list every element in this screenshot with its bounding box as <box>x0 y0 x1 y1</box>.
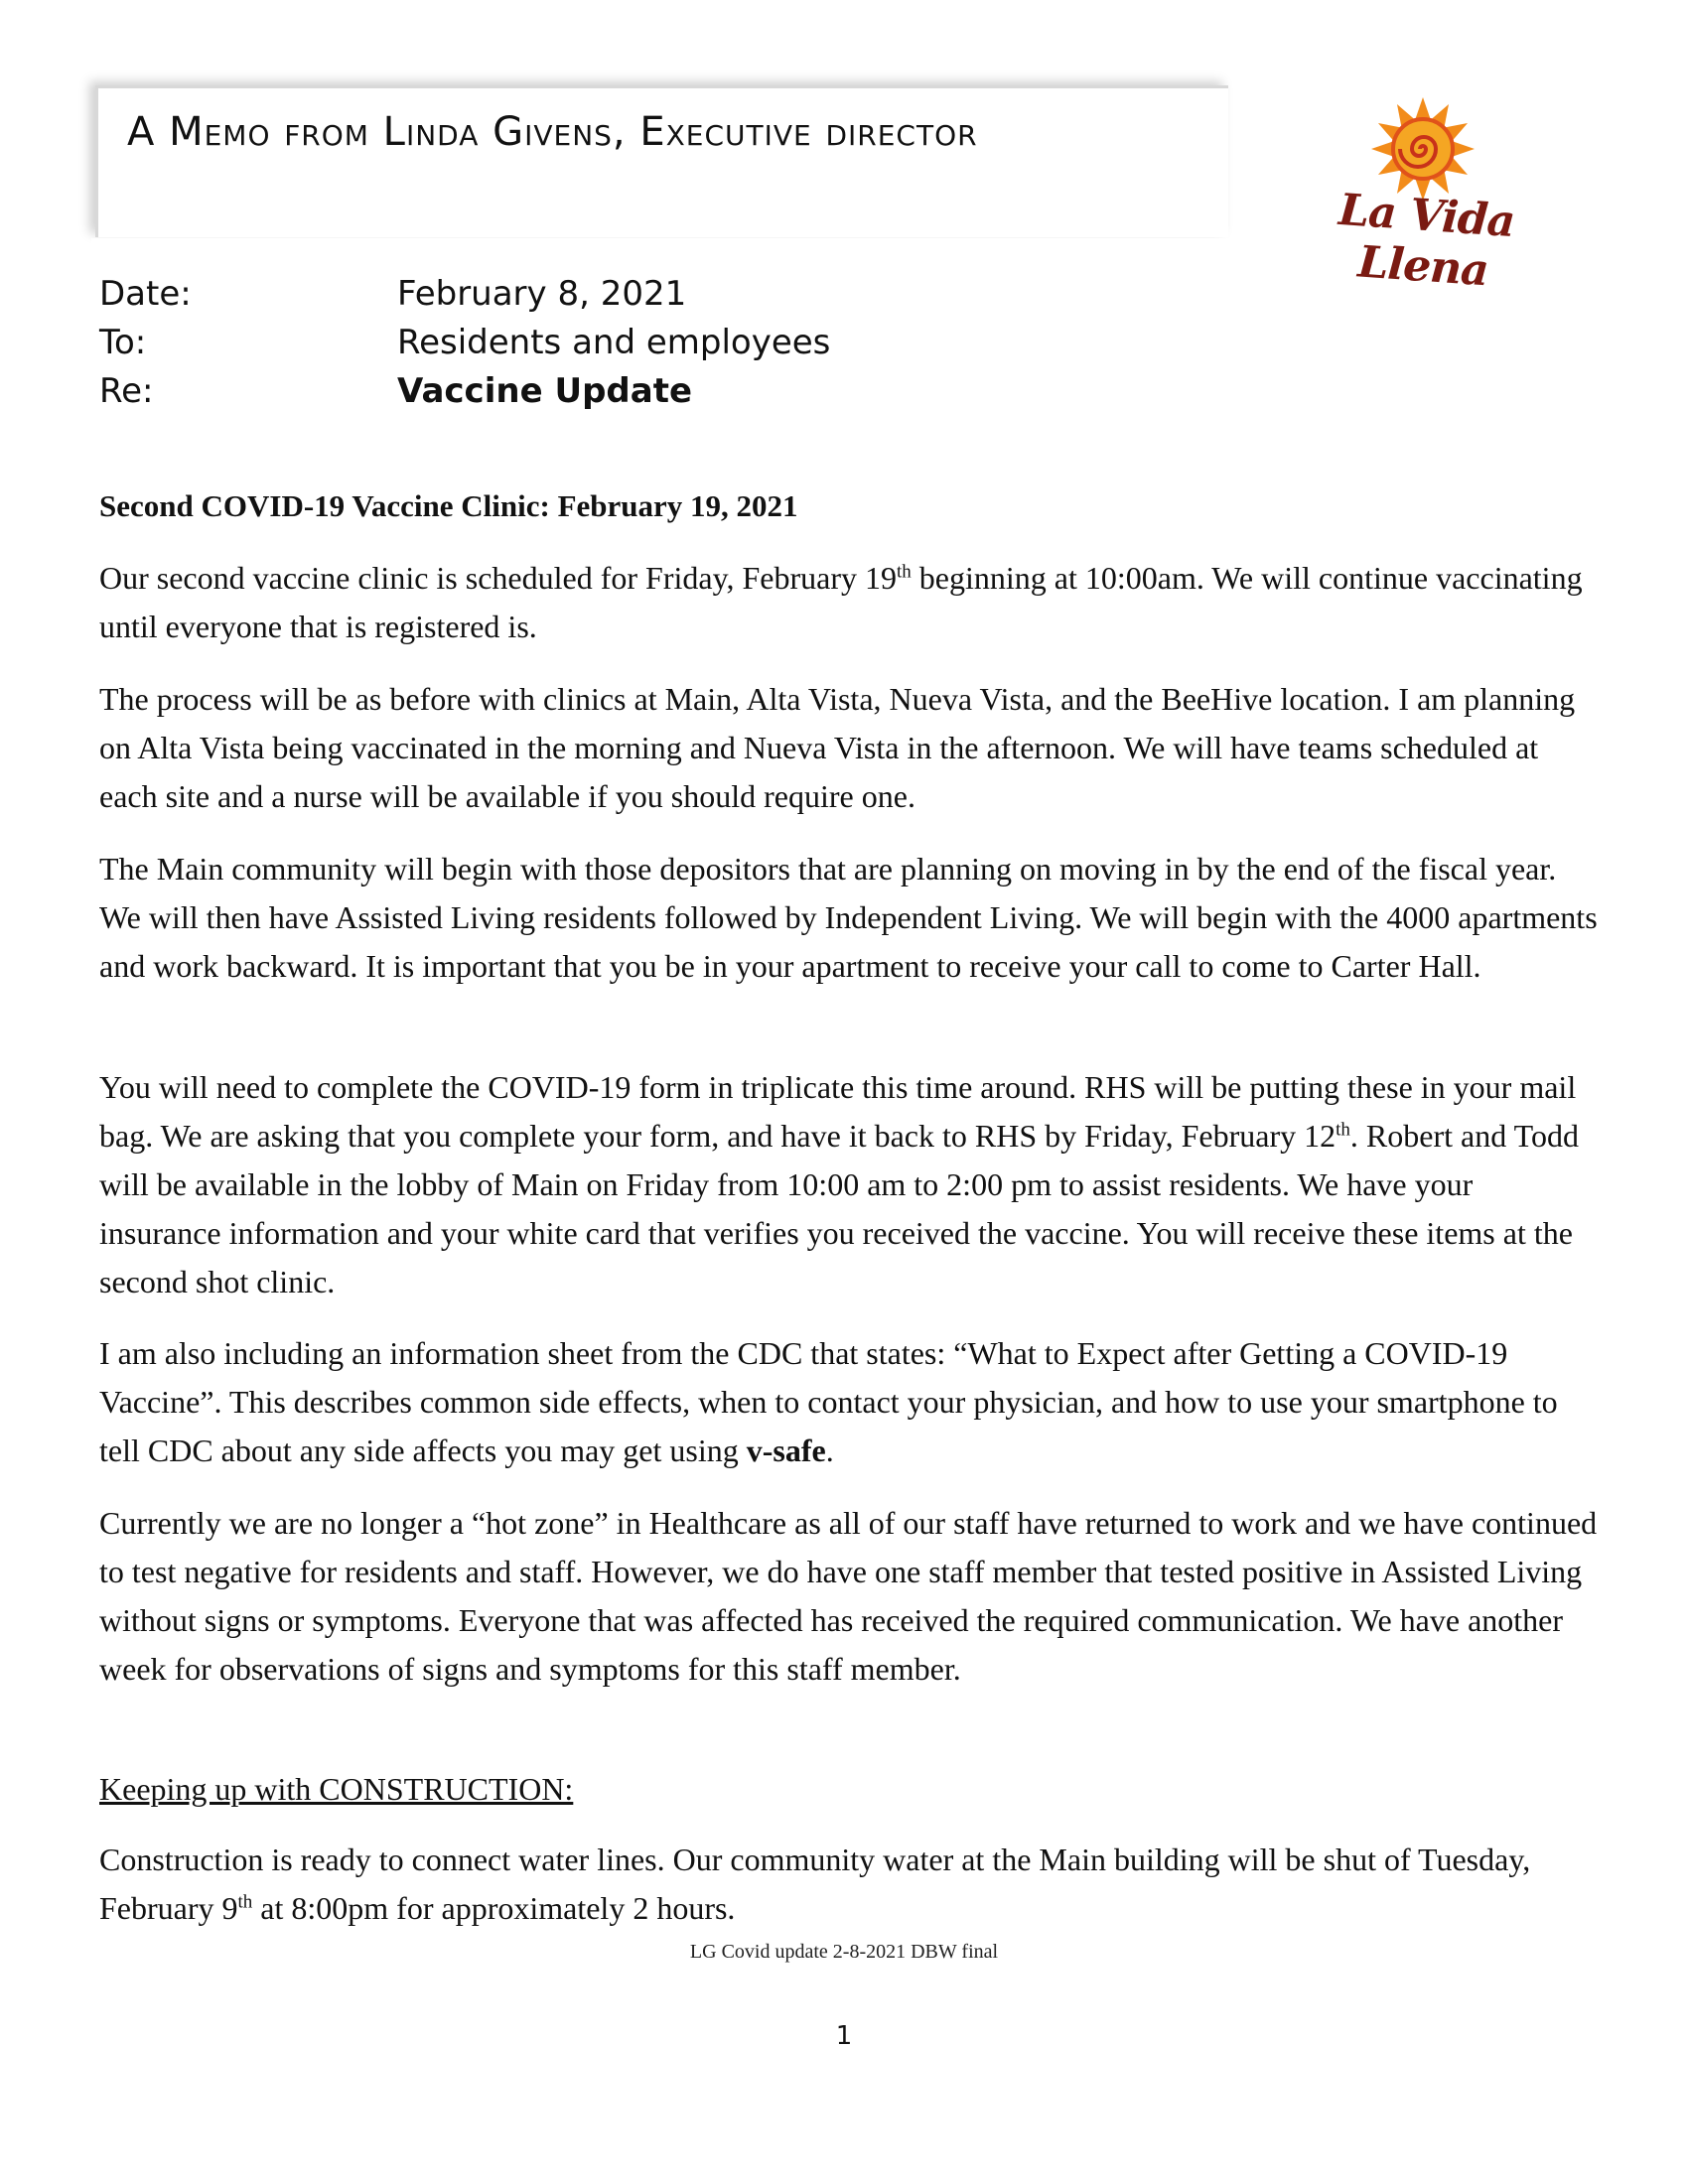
date-value: February 8, 2021 <box>397 274 687 314</box>
to-value: Residents and employees <box>397 323 831 362</box>
paragraph-hot-zone: Currently we are no longer a “hot zone” in Healthcare as all of our staff have returned to work and we have continued to test negative for residents and staff. However, we do have one staff member that tested positive in Assisted Living without signs or symptoms. Everyone that was affected has received the required communication. We have another week for observations of signs and symptoms for this staff member. <box>99 1505 1598 1687</box>
date-label: Date: <box>99 274 192 314</box>
p4-superscript: th <box>1336 1119 1350 1141</box>
paragraph-covid-form <box>99 1063 1599 1306</box>
p4-text-a: You will need to complete the COVID-19 form in triplicate this time around. RHS will be putting these in your mail bag. We are asking that you complete your form, and have it back to RHS by Friday, February 12 <box>99 1069 1577 1154</box>
p7-superscript: th <box>237 1891 253 1913</box>
section-heading-construction: Keeping up with CONSTRUCTION: <box>99 1771 574 1807</box>
title-box-mask <box>91 238 1243 278</box>
p1-text-a: Our second vaccine clinic is scheduled for Friday, February 19 <box>99 560 897 596</box>
paragraph-water-shutoff <box>99 1836 1599 1933</box>
p7-text-b: at 8:00pm for approximately 2 hours. <box>252 1890 736 1926</box>
logo-wordmark: La Vida Llena <box>1336 184 1516 297</box>
to-label: To: <box>99 323 147 362</box>
paragraph-main-community: The Main community will begin with those depositors that are planning on moving in by the end of the fiscal year. We will then have Assisted Living residents followed by Independent Living. We will begin with the 4000 apartments and work backward. It is important that you be in your apartment to receive your call to come to Carter Hall. <box>99 851 1598 984</box>
section-heading-vaccine-clinic: Second COVID-19 Vaccine Clinic: February 19, 2021 <box>99 488 798 523</box>
memo-title-box <box>95 85 1228 237</box>
organization-logo <box>1281 91 1569 297</box>
p5-text-b: . <box>825 1433 834 1468</box>
paragraph-process: The process will be as before with clinics at Main, Alta Vista, Nueva Vista, and the BeeHive location. I am planning on Alta Vista being vaccinated in the morning and Nueva Vista in the afternoon. We will have teams scheduled at each site and a nurse will be available if you should require one. <box>99 681 1576 814</box>
p4-text-b: . Robert and Todd will be available in the lobby of Main on Friday from 10:00 am to 2:00 pm to assist residents. We have your insurance information and your white card that verifies you received the vaccine. You will receive these items at the second shot clinic. <box>99 1118 1579 1299</box>
p7-text-a: Construction is ready to connect water lines. Our community water at the Main building will be shut of Tuesday, February 9 <box>99 1842 1531 1926</box>
p5-text-a: I am also including an information sheet from the CDC that states: “What to Expect after Getting a COVID-19 Vaccine”. This describes common side effects, when to contact your physician, and how to use your smartphone to tell CDC about any side affects you may get using <box>99 1335 1558 1468</box>
document-footer-note: LG Covid update 2-8-2021 DBW final <box>689 1941 999 1963</box>
re-value: Vaccine Update <box>397 371 693 411</box>
p1-superscript: th <box>897 561 912 583</box>
p1-text-b: beginning at 10:00am. We will continue vaccinating until everyone that is registered is. <box>99 560 1583 644</box>
page-number: 1 <box>835 2021 853 2051</box>
memo-title: A Memo from Linda Givens, Executive director <box>127 109 978 155</box>
paragraph-clinic-schedule <box>99 554 1599 651</box>
paragraph-cdc-info <box>99 1329 1599 1475</box>
re-label: Re: <box>99 371 154 411</box>
v-safe-term: v-safe <box>746 1433 826 1468</box>
